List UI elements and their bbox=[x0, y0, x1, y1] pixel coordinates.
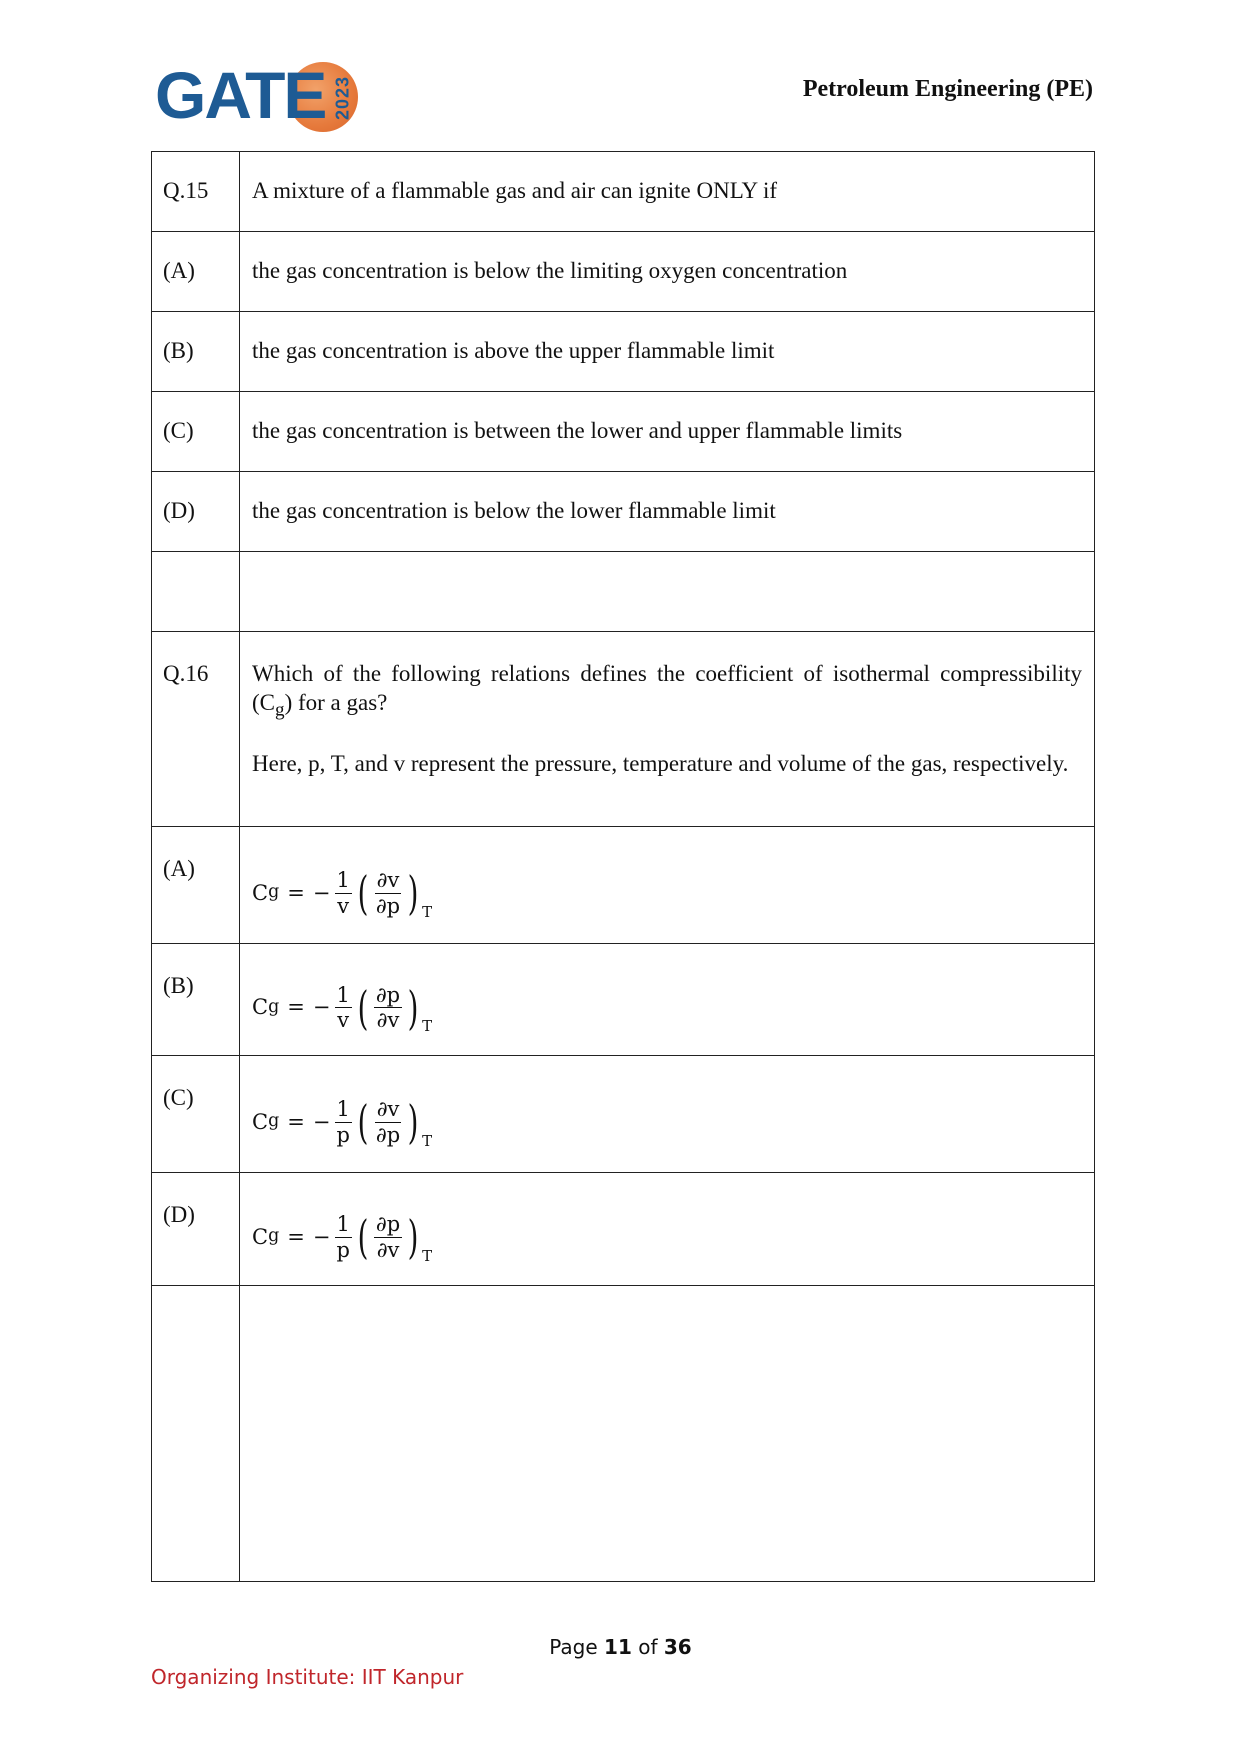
question-line-1: Which of the following relations defines the coefficient of isothermal compressibility $(C_g)$ for a gas? bbox=[252, 661, 1082, 721]
gate-2023-logo bbox=[155, 60, 355, 140]
logo-wordmark: GATE bbox=[155, 58, 326, 132]
question-number: Q.16 bbox=[152, 632, 240, 827]
subject-title: Petroleum Engineering (PE) bbox=[802, 76, 1093, 102]
organizing-institute: Organizing Institute: IIT Kanpur bbox=[151, 1665, 464, 1689]
formula: C g = − $\frac{1}{v}$ ( $\frac{\partial v}{\partial p}$ ) T bbox=[252, 866, 433, 921]
option-label: (D) bbox=[152, 1173, 240, 1286]
option-label: (A) bbox=[152, 827, 240, 944]
option-label: (B) bbox=[152, 944, 240, 1056]
q15-row bbox=[152, 152, 1095, 232]
page-number: Page 11 of 36 bbox=[549, 1635, 692, 1659]
formula: C g = − $\frac{1}{p}$ ( $\frac{\partial v}{\partial p}$ ) T bbox=[252, 1095, 433, 1150]
option-text: the gas concentration is between the lower and upper flammable limits bbox=[240, 392, 1095, 472]
option-label: (C) bbox=[152, 1056, 240, 1173]
option-row bbox=[152, 472, 1095, 552]
option-label: (B) bbox=[152, 312, 240, 392]
question-number: Q.15 bbox=[152, 152, 240, 232]
option-text: the gas concentration is below the limiting oxygen concentration bbox=[240, 232, 1095, 312]
option-formula bbox=[240, 1056, 1095, 1173]
logo-year: 2023 bbox=[332, 75, 353, 121]
spacer-row bbox=[152, 1286, 1095, 1582]
option-row bbox=[152, 392, 1095, 472]
option-row bbox=[152, 827, 1095, 944]
option-row bbox=[152, 1056, 1095, 1173]
question-text: A mixture of a flammable gas and air can ignite ONLY if bbox=[240, 152, 1095, 232]
option-text: the gas concentration is below the lower flammable limit bbox=[240, 472, 1095, 552]
question-line-2: Here, p, T, and v represent the pressure, temperature and volume of the gas, respectively. bbox=[252, 751, 1069, 777]
q16-row bbox=[152, 632, 1095, 827]
option-label: (A) bbox=[152, 232, 240, 312]
question-text bbox=[240, 632, 1095, 827]
option-row bbox=[152, 312, 1095, 392]
option-label: (D) bbox=[152, 472, 240, 552]
option-formula bbox=[240, 1173, 1095, 1286]
option-label: (C) bbox=[152, 392, 240, 472]
question-table bbox=[151, 151, 1095, 1582]
option-row bbox=[152, 232, 1095, 312]
formula: C g = − $\frac{1}{v}$ ( $\frac{\partial p}{\partial v}$ ) T bbox=[252, 980, 433, 1036]
spacer-row bbox=[152, 552, 1095, 632]
option-row bbox=[152, 1173, 1095, 1286]
option-formula bbox=[240, 827, 1095, 944]
formula: C g = − $\frac{1}{p}$ ( $\frac{\partial p}{\partial v}$ ) T bbox=[252, 1210, 433, 1265]
option-formula bbox=[240, 944, 1095, 1056]
option-row bbox=[152, 944, 1095, 1056]
option-text: the gas concentration is above the upper flammable limit bbox=[240, 312, 1095, 392]
